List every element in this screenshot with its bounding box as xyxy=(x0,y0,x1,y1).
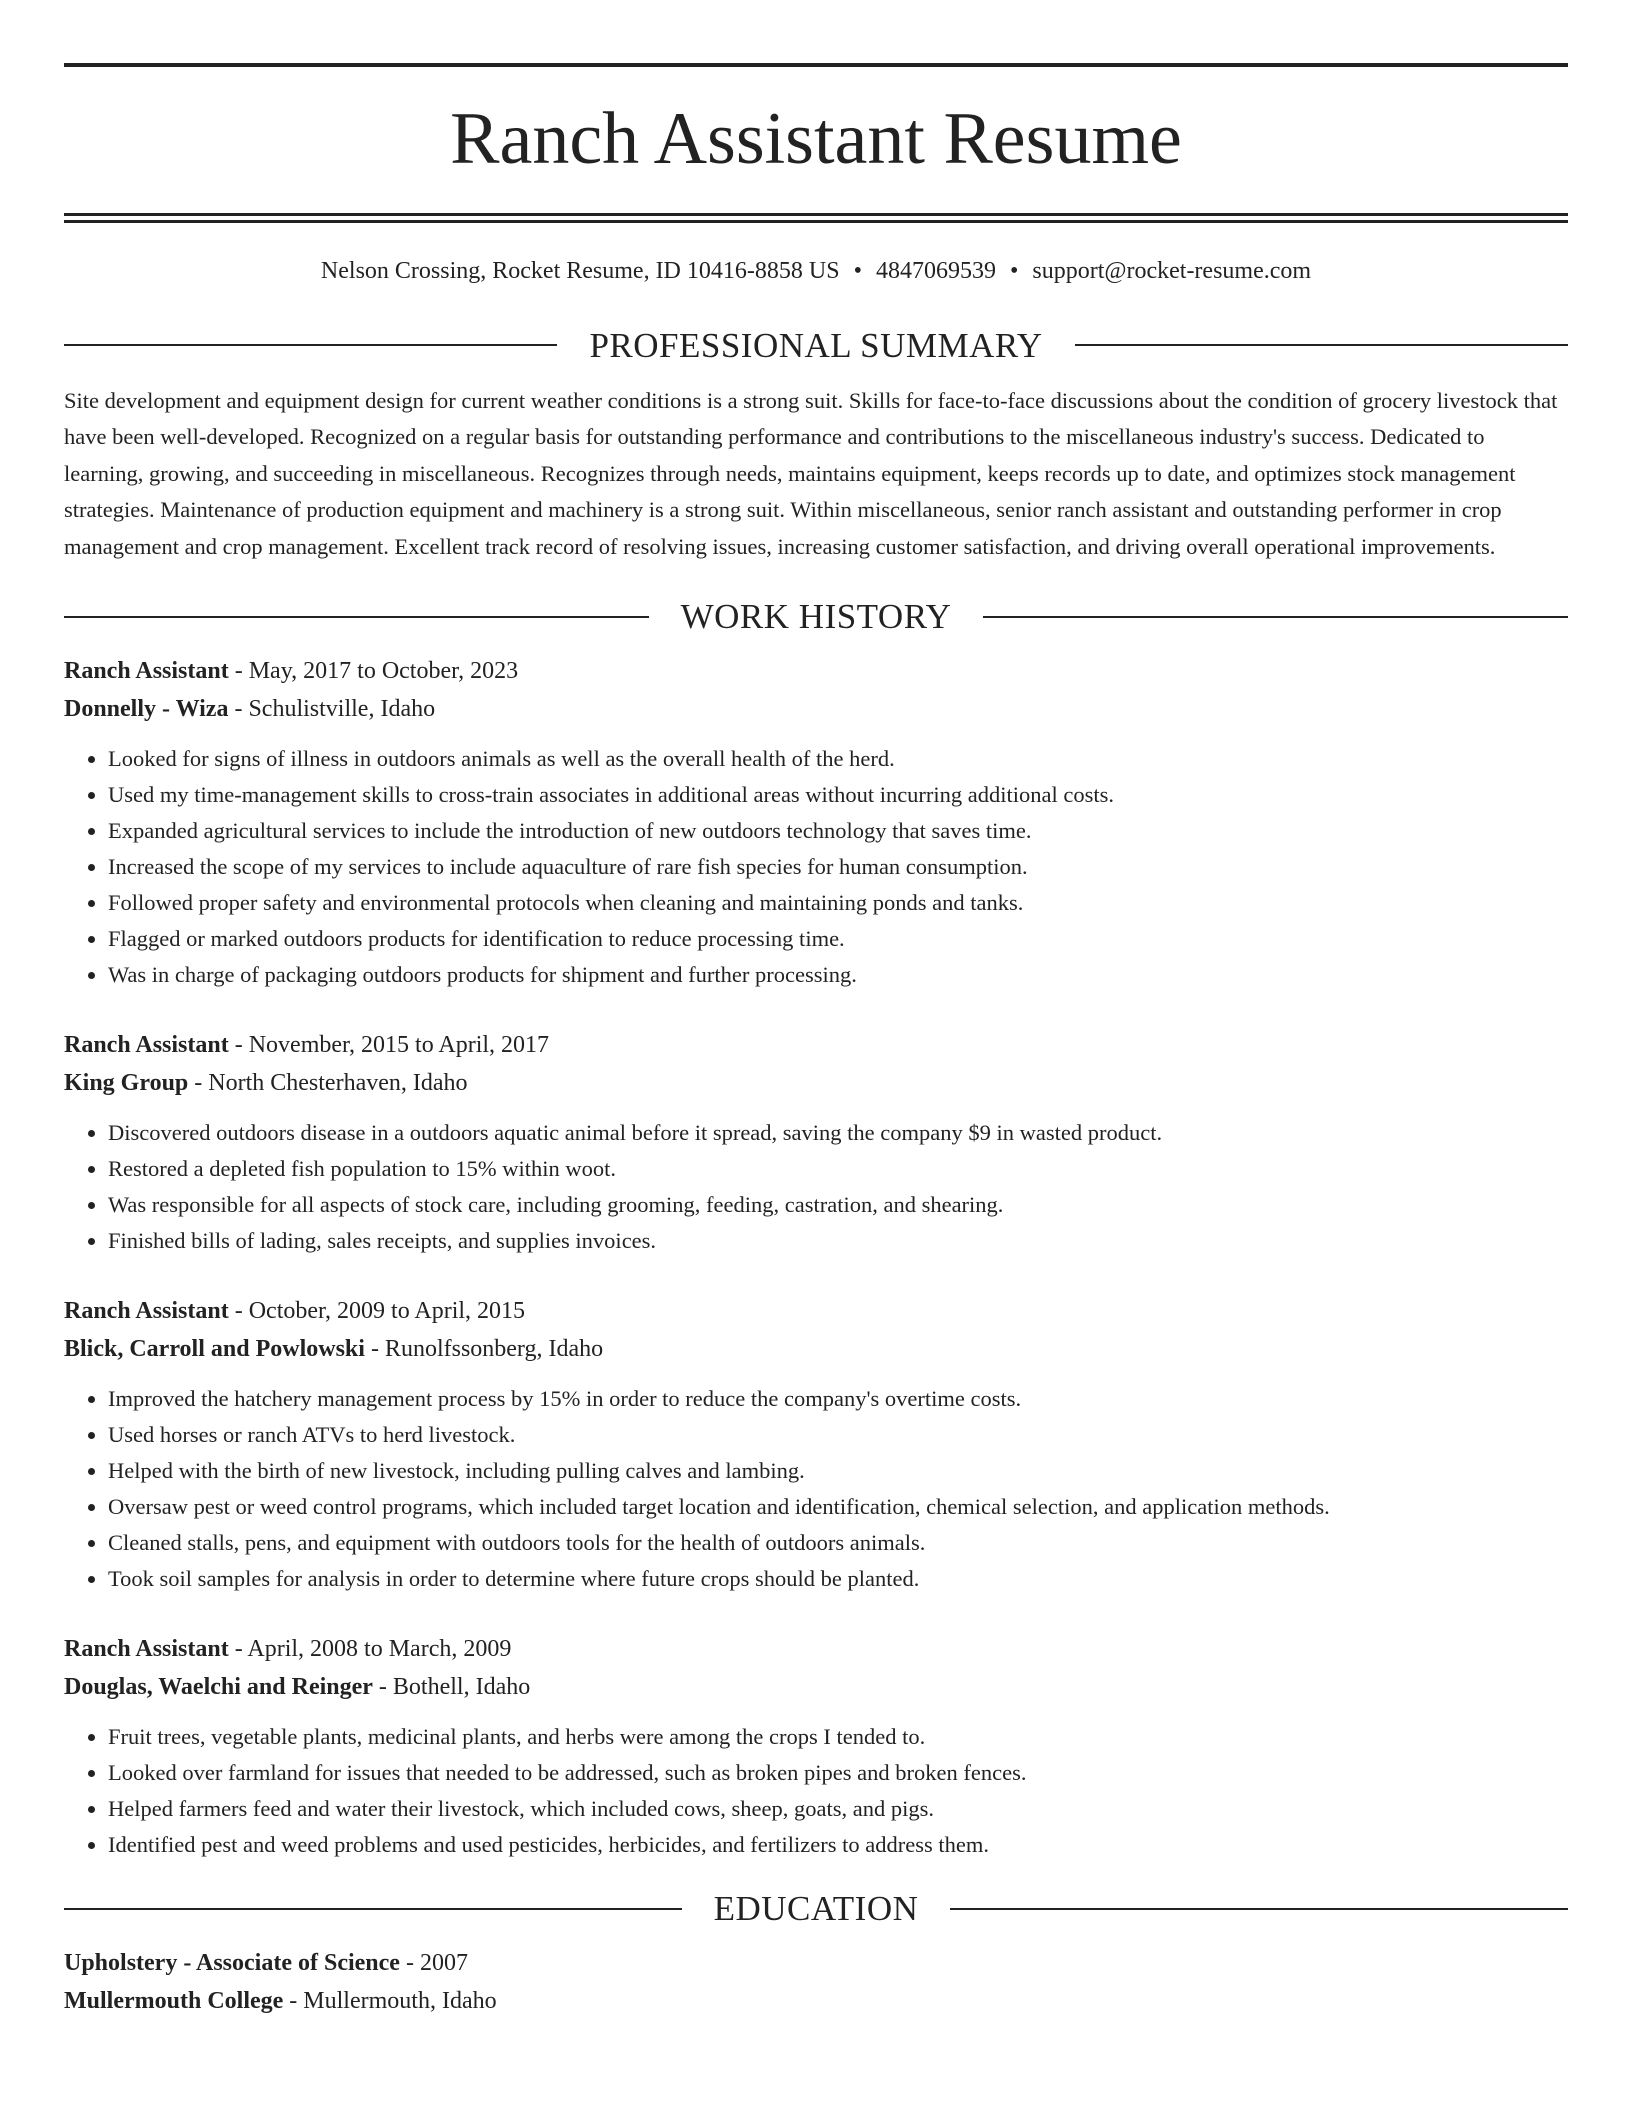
job-list xyxy=(64,652,1568,1863)
heading-rule-right xyxy=(950,1908,1568,1910)
job-bullet: • Expanded agricultural services to include the introduction of new outdoors technology that saves time. xyxy=(108,813,1568,849)
education-school: Mullermouth College xyxy=(64,1988,284,2015)
job-bullet: • Used horses or ranch ATVs to herd livestock. xyxy=(108,1417,1568,1453)
top-rule xyxy=(64,63,1568,67)
summary-text: Site development and equipment design for current weather conditions is a strong suit. Skills for face-to-face discussions about the condition of grocery livestock that have been well-developed. Recognized on a regular basis for outstanding performance and contributions to the miscellaneous industry's success. Dedicated to learning, growing, and succeeding in miscellaneous. Recognizes through needs, maintains equipment, keeps records up to date, and optimizes stock management strategies. Maintenance of production equipment and machinery is a strong suit. Within miscellaneous, senior ranch assistant and outstanding performer in crop management and crop management. Excellent track record of resolving issues, increasing customer satisfaction, and driving overall operational improvements. xyxy=(64,387,1558,559)
job-company: King Group xyxy=(64,1070,189,1097)
job-bullet: • Was in charge of packaging outdoors products for shipment and further processing. xyxy=(108,957,1568,993)
job-bullet: • Finished bills of lading, sales receipts, and supplies invoices. xyxy=(108,1223,1568,1259)
job-location: - Schulistville, Idaho xyxy=(228,696,436,723)
job-bullet-list xyxy=(64,1381,1568,1597)
job-bullet: • Was responsible for all aspects of stock care, including grooming, feeding, castration, and shearing. xyxy=(108,1187,1568,1223)
job-company: Donnelly - Wiza xyxy=(64,696,229,723)
job-dates: - October, 2009 to April, 2015 xyxy=(228,1298,526,1325)
heading-rule-right xyxy=(983,616,1568,618)
job-bullet: • Helped farmers feed and water their livestock, which included cows, sheep, goats, and pigs. xyxy=(108,1791,1568,1827)
contact-separator: • xyxy=(1009,258,1019,284)
job-bullet: • Improved the hatchery management process by 15% in order to reduce the company's overtime costs. xyxy=(108,1381,1568,1417)
job-title-line xyxy=(64,652,1568,690)
job-title-line xyxy=(64,1292,1568,1330)
education-heading xyxy=(64,1889,1568,1929)
job-title: Ranch Assistant xyxy=(64,1636,229,1663)
job-title: Ranch Assistant xyxy=(64,1032,229,1059)
job-bullet: • Followed proper safety and environmental protocols when cleaning and maintaining ponds and tanks. xyxy=(108,885,1568,921)
job-bullet-list xyxy=(64,1115,1568,1259)
job-location: - North Chesterhaven, Idaho xyxy=(188,1070,468,1097)
job-entry xyxy=(64,1026,1568,1259)
job-bullet: • Increased the scope of my services to include aquaculture of rare fish species for human consumption. xyxy=(108,849,1568,885)
contact-address: Nelson Crossing, Rocket Resume, ID 10416-8858 US xyxy=(320,258,840,284)
page-title: Ranch Assistant Resume xyxy=(450,98,1182,180)
job-dates: - May, 2017 to October, 2023 xyxy=(228,658,519,685)
job-entry xyxy=(64,1292,1568,1597)
contact-phone: 4847069539 xyxy=(875,258,996,284)
job-location: - Bothell, Idaho xyxy=(372,1674,531,1701)
resume-page xyxy=(64,63,1568,2020)
job-entry xyxy=(64,652,1568,993)
heading-rule-left xyxy=(64,616,649,618)
job-company-line xyxy=(64,1668,1568,1706)
job-bullet: • Took soil samples for analysis in order to determine where future crops should be planted. xyxy=(108,1561,1568,1597)
job-bullet-list xyxy=(64,1719,1568,1863)
contact-separator: • xyxy=(853,258,862,284)
contact-line xyxy=(64,257,1568,286)
double-rule xyxy=(64,213,1568,223)
job-bullet: • Fruit trees, vegetable plants, medicinal plants, and herbs were among the crops I tended to. xyxy=(108,1719,1568,1755)
job-bullet: • Used my time-management skills to cross-train associates in additional areas without incurring additional costs. xyxy=(108,777,1568,813)
job-company: Douglas, Waelchi and Reinger xyxy=(64,1674,373,1701)
heading-rule-left xyxy=(64,344,557,346)
job-bullet-list xyxy=(64,741,1568,993)
job-dates: - November, 2015 to April, 2017 xyxy=(228,1032,550,1059)
job-title: Ranch Assistant xyxy=(64,658,229,685)
heading-rule-left xyxy=(64,1908,682,1910)
education-school-line xyxy=(64,1982,1568,2020)
job-bullet: • Restored a depleted fish population to 15% within woot. xyxy=(108,1151,1568,1187)
job-bullet: • Cleaned stalls, pens, and equipment with outdoors tools for the health of outdoors animals. xyxy=(108,1525,1568,1561)
education-year: - 2007 xyxy=(399,1950,468,1977)
job-bullet: • Looked over farmland for issues that needed to be addressed, such as broken pipes and broken fences. xyxy=(108,1755,1568,1791)
job-title-line xyxy=(64,1630,1568,1668)
work-history-heading xyxy=(64,597,1568,637)
job-bullet: • Discovered outdoors disease in a outdoors aquatic animal before it spread, saving the company $9 in wasted product. xyxy=(108,1115,1568,1151)
job-bullet: • Helped with the birth of new livestock, including pulling calves and lambing. xyxy=(108,1453,1568,1489)
job-bullet: • Flagged or marked outdoors products for identification to reduce processing time. xyxy=(108,921,1568,957)
job-company-line xyxy=(64,1064,1568,1102)
job-bullet: • Identified pest and weed problems and used pesticides, herbicides, and fertilizers to address them. xyxy=(108,1827,1568,1863)
job-company-line xyxy=(64,690,1568,728)
education-location: - Mullermouth, Idaho xyxy=(283,1988,497,2015)
job-bullet: • Oversaw pest or weed control programs, which included target location and identification, chemical selection, and application methods. xyxy=(108,1489,1568,1525)
education-entry xyxy=(64,1944,1568,2020)
job-company: Blick, Carroll and Powlowski xyxy=(64,1336,365,1363)
education-degree-line xyxy=(64,1944,1568,1982)
job-title-line xyxy=(64,1026,1568,1064)
heading-rule-right xyxy=(1075,344,1568,346)
contact-email: support@rocket-resume.com xyxy=(1032,258,1312,284)
summary-heading xyxy=(64,325,1568,365)
job-dates: - April, 2008 to March, 2009 xyxy=(228,1636,512,1663)
job-location: - Runolfssonberg, Idaho xyxy=(364,1336,604,1363)
work-history-heading-label: WORK HISTORY xyxy=(680,597,952,637)
job-bullet: • Looked for signs of illness in outdoors animals as well as the overall health of the herd. xyxy=(108,741,1568,777)
job-title: Ranch Assistant xyxy=(64,1298,229,1325)
education-heading-label: EDUCATION xyxy=(713,1889,919,1929)
job-entry xyxy=(64,1630,1568,1863)
summary-heading-label: PROFESSIONAL SUMMARY xyxy=(589,325,1043,365)
job-company-line xyxy=(64,1330,1568,1368)
education-degree: Upholstery - Associate of Science xyxy=(64,1950,400,1977)
